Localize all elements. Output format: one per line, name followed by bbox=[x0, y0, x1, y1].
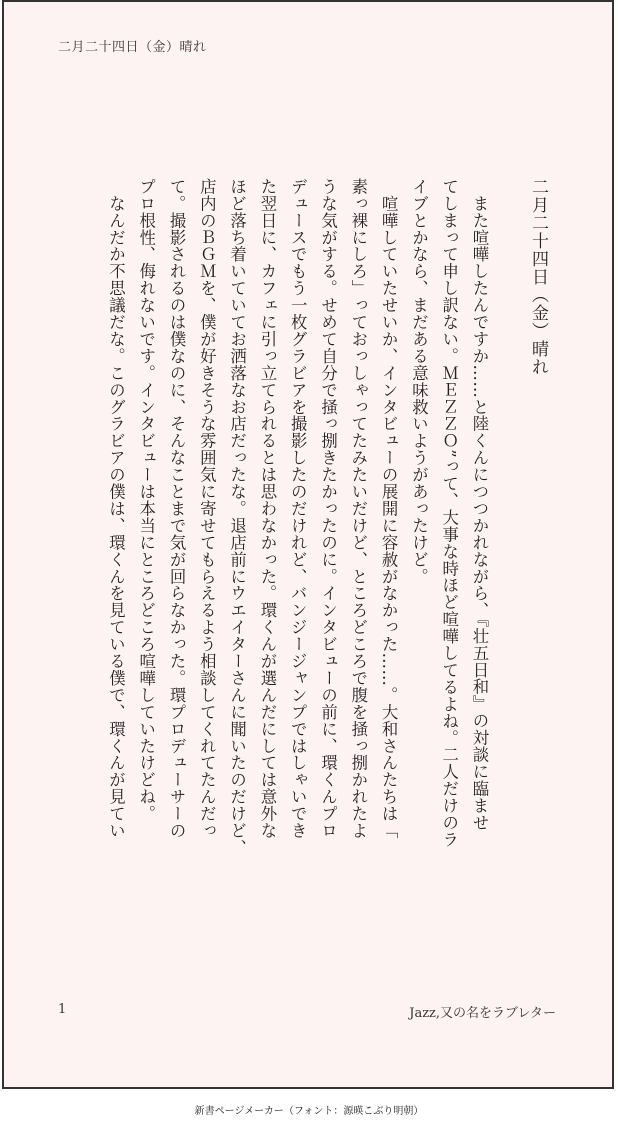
book-title: Jazz,又の名をラブレター bbox=[409, 1006, 556, 1021]
running-header: 二月二十四日（金）晴れ bbox=[58, 40, 207, 55]
body-line: ほど落ち着いていてお洒落なお店だったな。退店前にウエイターさんに聞いたのだけど、 bbox=[227, 178, 247, 856]
body-line: 喧嘩していたせいか、インタビューの展開に容赦がなかった……。大和さんたちは「 bbox=[379, 178, 399, 840]
page-number: 1 bbox=[58, 1002, 67, 1017]
body-line: た翌日に、カフェに引っ立てられるとは思わなかった。環くんが選んだにしては意外な bbox=[257, 178, 277, 840]
book-page bbox=[2, 0, 614, 1089]
body-line: て。撮影されるのは僕なのに、そんなことまで気が回らなかった。環プロデューサーの bbox=[167, 178, 187, 840]
body-line: 素っ裸にしろ」っておっしゃってたみたいだけど、ところどころで腹を掻っ捌かれたよ bbox=[348, 178, 368, 840]
body-line: また喧嘩したんですか……と陸くんにつつかれながら、『壮五日和』の対談に臨ませ bbox=[470, 178, 489, 831]
body-line: イブとかなら、まだある意味救いようがあったけど。 bbox=[409, 178, 429, 585]
body-line: なんだか不思議だな。このグラビアの僕は、環くんを見ている僕で、環くんが見てい bbox=[106, 178, 126, 840]
body-line: うな気がする。せめて自分で掻っ捌きたかったのに。インタビューの前に、環くんプロ bbox=[318, 178, 338, 840]
generator-credit: 新書ページメーカー（フォント：源暎こぶり明朝） bbox=[194, 1106, 424, 1117]
body-line: てしまって申し訳ない。ＭＥＺＺＯ”って、大事な時ほど喧嘩してるよね。二人だけのラ bbox=[439, 178, 459, 848]
body-line: 店内のＢＧＭを、僕が好きそうな雰囲気に寄せてもらえるよう相談してくれてたんだっ bbox=[197, 178, 217, 840]
body-line: プロ根性、侮れないです。インタビューは本当にところどころ喧嘩していたけどね。 bbox=[136, 178, 156, 823]
diary-entry-title: 二月二十四日（金）晴れ bbox=[528, 178, 548, 376]
diary-body bbox=[100, 178, 494, 898]
body-line: デュースでもう一枚グラビアを撮影したのだけれど、バンジージャンプではしゃいでき bbox=[288, 178, 308, 840]
